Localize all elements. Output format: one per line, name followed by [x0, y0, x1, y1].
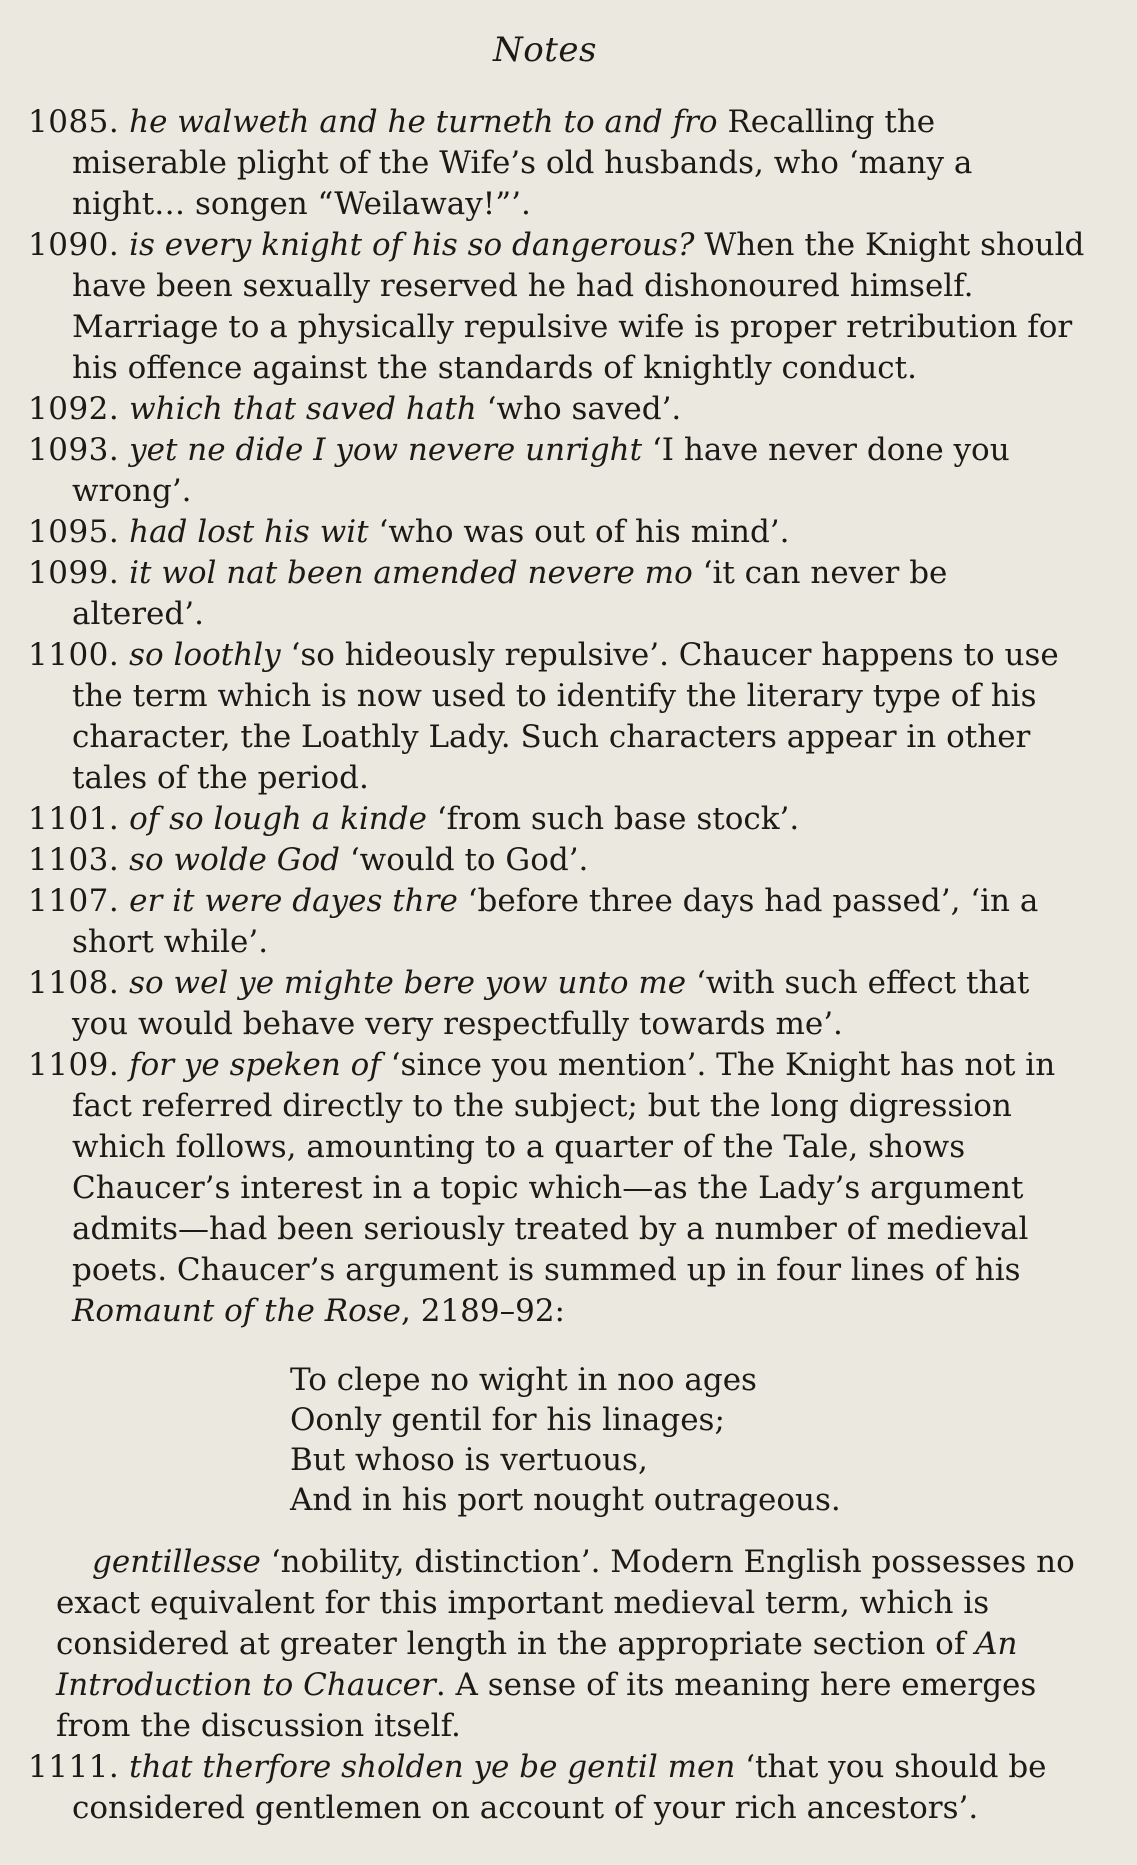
note-text: ‘so hideously repulsive’. Chaucer happens to use the term which is now used to identify the literary type of his character, the Loathly Lady. Such characters appear in other tales of the period.: [72, 637, 1059, 796]
page-title: Notes: [493, 30, 597, 70]
note-number: 1107.: [28, 883, 120, 919]
note-text: ‘I have never done you wrong’.: [72, 432, 1010, 509]
note-lemma: he walweth and he turneth to and fro: [129, 104, 718, 140]
note-text: ‘since you mention’. The Knight has not in fact referred directly to the subject; but the long digression which follows, amounting to a quarter of the Tale, shows Chaucer’s interest in a topic which—as the Lady’s argument admits—had been seriously treated by a number of medieval poets. Chaucer’s argument is summed up in four lines of his: [72, 1047, 1056, 1288]
verse-line: But whoso is vertuous,: [290, 1442, 648, 1478]
note-1085: [28, 102, 1086, 225]
note-1092: [28, 389, 1086, 430]
note-lemma: which that saved hath: [129, 391, 477, 427]
note-text: ‘it can never be altered’.: [72, 555, 948, 632]
note-number: 1103.: [28, 842, 120, 878]
note-1103: [28, 840, 1086, 881]
note-1101: [28, 799, 1086, 840]
note-text: ‘before three days had passed’, ‘in a short while’.: [72, 883, 1039, 960]
note-lemma: er it were dayes thre: [129, 883, 458, 919]
note-lemma: of so lough a kinde: [129, 801, 427, 837]
note-gentillesse: [28, 1542, 1086, 1747]
note-text: ‘from such base stock’.: [426, 801, 800, 837]
note-lemma: so wolde God: [129, 842, 340, 878]
note-number: 1108.: [28, 965, 120, 1001]
note-number: 1085.: [28, 104, 120, 140]
note-number: 1100.: [28, 637, 120, 673]
note-1108: [28, 963, 1086, 1045]
note-lemma: so loothly: [129, 637, 281, 673]
verse-line: Oonly gentil for his linages;: [290, 1402, 725, 1438]
note-text-after: . A sense of its meaning here emerges from the discussion itself.: [56, 1667, 1037, 1744]
note-text: ‘that you should be considered gentlemen on account of your rich ancestors’.: [72, 1749, 1047, 1826]
note-1090: [28, 225, 1086, 389]
note-work-title: An Introduction to Chaucer: [56, 1626, 1018, 1703]
note-number: 1090.: [28, 227, 120, 263]
note-lemma: yet ne dide I yow nevere unright: [129, 432, 643, 468]
note-number: 1093.: [28, 432, 120, 468]
note-text: ‘would to God’.: [339, 842, 589, 878]
note-lemma: gentillesse: [92, 1544, 261, 1580]
note-lemma: it wol nat been amended nevere mo: [129, 555, 693, 591]
note-lemma: is every knight of his so dangerous?: [129, 227, 695, 263]
note-lemma: that therfore sholden ye be gentil men: [129, 1749, 736, 1785]
verse-line: To clepe no wight in noo ages: [290, 1362, 757, 1398]
note-text: Recalling the miserable plight of the Wife’s old husbands, who ‘many a night… songen “Weilaway!”’.: [72, 104, 973, 222]
note-1095: [28, 512, 1086, 553]
note-number: 1092.: [28, 391, 120, 427]
note-text-after: , 2189–92:: [401, 1293, 565, 1329]
note-1093: [28, 430, 1086, 512]
note-text: ‘with such effect that you would behave very respectfully towards me’.: [72, 965, 1030, 1042]
note-text: ‘who saved’.: [476, 391, 682, 427]
note-text: ‘nobility, distinction’. Modern English possesses no exact equivalent for this important medieval term, which is considered at greater length in the appropriate section of: [56, 1544, 1075, 1662]
verse-line: And in his port nought outrageous.: [290, 1482, 841, 1518]
note-number: 1095.: [28, 514, 120, 550]
note-work-title: Romaunt of the Rose: [72, 1293, 401, 1329]
notes-body: [28, 102, 1086, 1829]
note-lemma: had lost his wit: [129, 514, 369, 550]
note-lemma: so wel ye mighte bere yow unto me: [129, 965, 687, 1001]
note-1107: [28, 881, 1086, 963]
note-number: 1109.: [28, 1047, 120, 1083]
note-lemma: for ye speken of: [129, 1047, 381, 1083]
verse-quotation: [290, 1360, 1086, 1520]
note-number: 1111.: [28, 1749, 120, 1785]
note-text: When the Knight should have been sexually reserved he had dishonoured himself. Marriage to a physically repulsive wife is proper retribution for his offence against the standards of knightly conduct.: [72, 227, 1085, 386]
note-number: 1099.: [28, 555, 120, 591]
note-1111: [28, 1747, 1086, 1829]
note-number: 1101.: [28, 801, 120, 837]
note-1100: [28, 635, 1086, 799]
note-text: ‘who was out of his mind’.: [368, 514, 790, 550]
note-1099: [28, 553, 1086, 635]
note-1109: [28, 1045, 1086, 1332]
